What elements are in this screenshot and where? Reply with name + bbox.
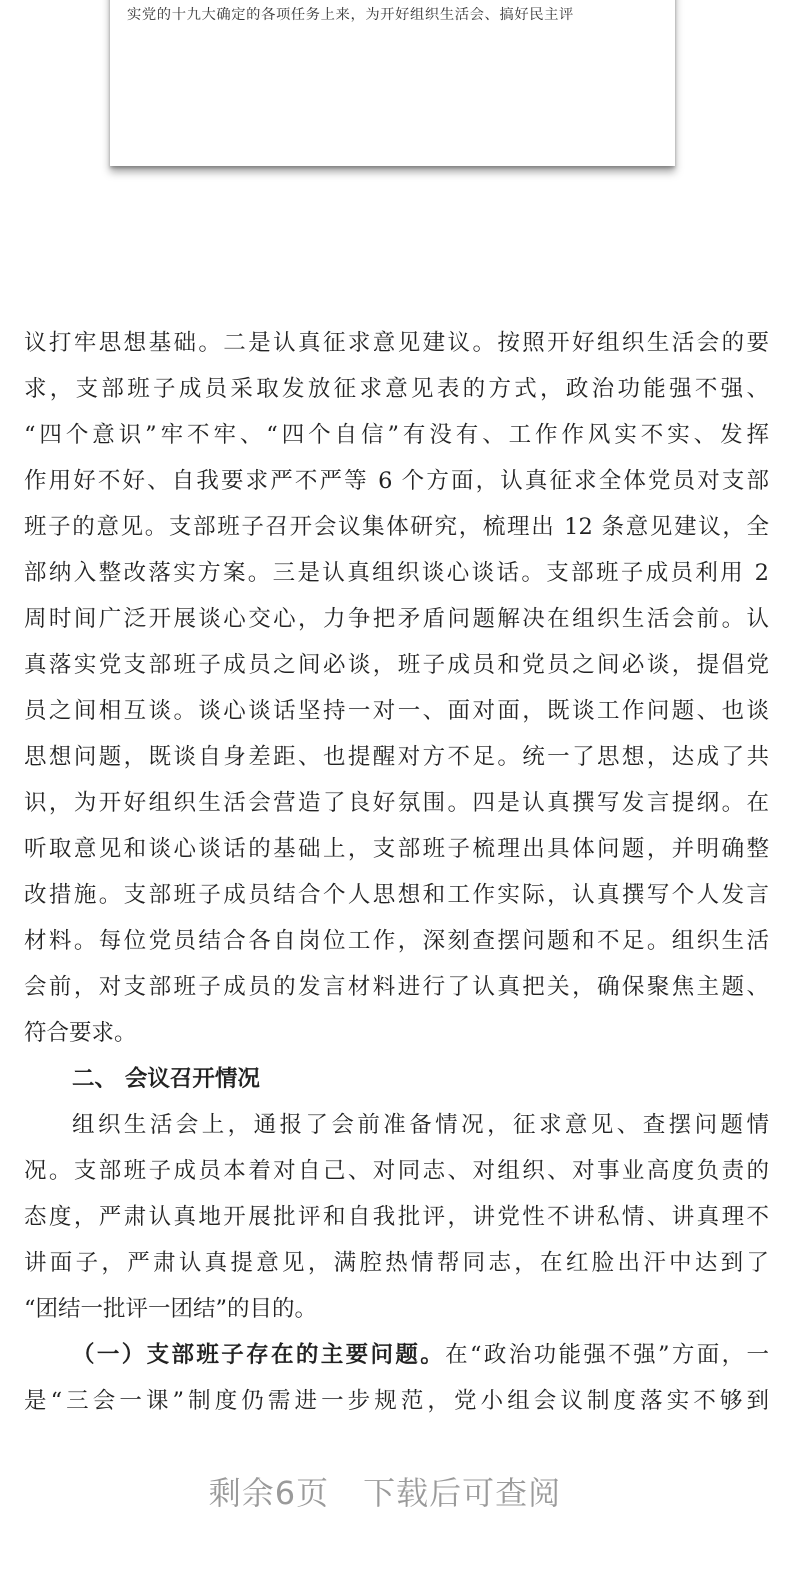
body-line: 材料。每位党员结合各自岗位工作，深刻查摆问题和不足。组织生活 (24, 928, 769, 954)
card-text-line: 实党的十九大确定的各项任务上来，为开好组织生活会、搞好民主评 (127, 7, 574, 23)
download-notice[interactable] (0, 1468, 770, 1514)
body-line: 讲面子，严肃认真提意见，满腔热情帮同志，在红脸出汗中达到了 (24, 1250, 769, 1276)
subsection-heading: （一）支部班子存在的主要问题。 (72, 1342, 446, 1368)
body-line: 班子的意见。支部班子召开会议集体研究，梳理出 12 条意见建议，全 (24, 514, 769, 540)
body-line: 员之间相互谈。谈心谈话坚持一对一、面对面，既谈工作问题、也谈 (24, 698, 769, 724)
body-text-segment: 在“政治功能强不强”方面，一 (445, 1342, 769, 1368)
body-line: 态度，严肃认真地开展批评和自我批评，讲党性不讲私情、讲真理不 (24, 1204, 769, 1230)
previous-page-card (110, 0, 675, 166)
body-line: 组织生活会上，通报了会前准备情况，征求意见、查摆问题情 (72, 1112, 769, 1138)
body-line: 识，为开好组织生活会营造了良好氛围。四是认真撰写发言提纲。在 (24, 790, 769, 816)
body-line: 求，支部班子成员采取发放征求意见表的方式，政治功能强不强、 (24, 376, 769, 402)
body-line: 会前，对支部班子成员的发言材料进行了认真把关，确保聚焦主题、 (24, 974, 769, 1000)
body-line: “团结一批评一团结”的目的。 (24, 1296, 318, 1322)
body-line: 符合要求。 (24, 1020, 137, 1046)
body-line: 部纳入整改落实方案。三是认真组织谈心谈话。支部班子成员利用 2 (24, 560, 769, 586)
body-line: 是“三会一课”制度仍需进一步规范，党小组会议制度落实不够到 (24, 1388, 769, 1414)
body-line: 真落实党支部班子成员之间必谈，班子成员和党员之间必谈，提倡党 (24, 652, 769, 678)
body-line: 议打牢思想基础。二是认真征求意见建议。按照开好组织生活会的要 (24, 330, 769, 356)
body-line (72, 1340, 769, 1386)
body-line: 周时间广泛开展谈心交心，力争把矛盾问题解决在组织生活会前。认 (24, 606, 769, 632)
download-prompt-label: 下载后可查阅 (363, 1474, 562, 1512)
body-line: 况。支部班子成员本着对自己、对同志、对组织、对事业高度负责的 (24, 1158, 769, 1184)
body-line: “四个意识”牢不牢、“四个自信”有没有、工作作风实不实、发挥 (24, 422, 769, 448)
section-heading: 二、 会议召开情况 (72, 1066, 260, 1092)
body-line: 思想问题，既谈自身差距、也提醒对方不足。统一了思想，达成了共 (24, 744, 769, 770)
body-line: 作用好不好、自我要求严不严等 6 个方面，认真征求全体党员对支部 (24, 468, 769, 494)
body-line: 改措施。支部班子成员结合个人思想和工作实际，认真撰写个人发言 (24, 882, 769, 908)
body-line: 听取意见和谈心谈话的基础上，支部班子梳理出具体问题，并明确整 (24, 836, 769, 862)
remaining-pages-label: 剩余6页 (208, 1474, 330, 1512)
